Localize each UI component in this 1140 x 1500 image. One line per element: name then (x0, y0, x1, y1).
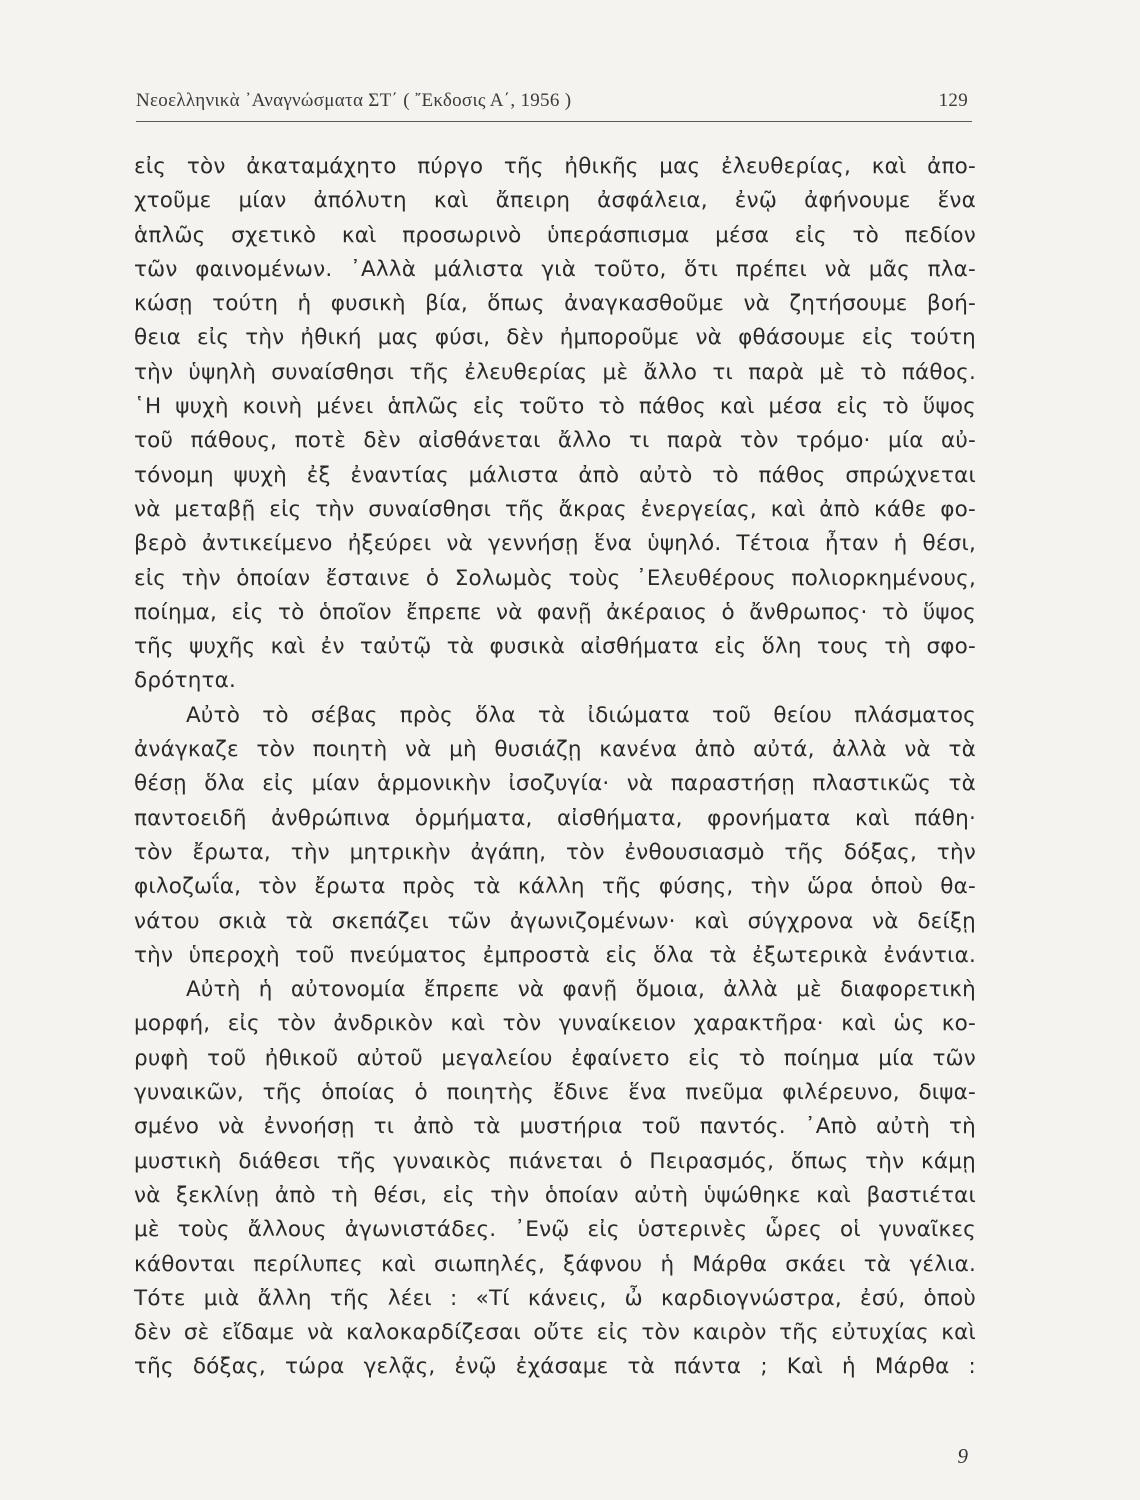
text-line: σμένο νὰ ἐννοήσῃ τι ἀπὸ τὰ μυστήρια τοῦ παντός. ᾿Απὸ αὐτὴ τὴ (134, 1114, 976, 1140)
text-line: ῾Η ψυχὴ κοινὴ μένει ἁπλῶς εἰς τοῦτο τὸ πάθος καὶ μέσα εἰς τὸ ὕψος (134, 394, 976, 420)
text-line: χτοῦμε μίαν ἀπόλυτη καὶ ἄπειρη ἀσφάλεια, ἐνῷ ἀφήνουμε ἕνα (134, 188, 976, 214)
text-line: δρότητα. (134, 668, 237, 694)
text-line: παντοειδῆ ἀνθρώπινα ὁρμήματα, αἰσθήματα, φρονήματα καὶ πάθη· (134, 805, 976, 831)
text-line: τῶν φαινομένων. ᾿Αλλὰ μάλιστα γιὰ τοῦτο, ὅτι πρέπει νὰ μᾶς πλα- (134, 256, 976, 282)
page-number: 129 (938, 90, 968, 111)
text-line: Τότε μιὰ ἄλλη τῆς λέει : «Τί κάνεις, ὦ καρδιογνώστρα, ἐσύ, ὁποὺ (134, 1285, 976, 1311)
text-line: τοῦ πάθους, ποτὲ δὲν αἰσθάνεται ἄλλο τι παρὰ τὸν τρόμο· μία αὐ- (134, 428, 976, 454)
text-line: κώσῃ τούτη ἡ φυσικὴ βία, ὅπως ἀναγκασθοῦμε νὰ ζητήσουμε βοή- (134, 291, 976, 317)
text-line: κάθονται περίλυπες καὶ σιωπηλές, ξάφνου ἡ Μάρθα σκάει τὰ γέλια. (134, 1251, 976, 1277)
text-line: φιλοζωΐα, τὸν ἔρωτα πρὸς τὰ κάλλη τῆς φύσης, τὴν ὥρα ὁποὺ θα- (134, 874, 976, 900)
text-line: δὲν σὲ εἴδαμε νὰ καλοκαρδίζεσαι οὔτε εἰς τὸν καιρὸν τῆς εὐτυχίας καὶ (134, 1320, 976, 1346)
text-line: ἁπλῶς σχετικὸ καὶ προσωρινὸ ὑπεράσπισμα μέσα εἰς τὸ πεδίον (134, 222, 976, 248)
text-line: τὴν ὑψηλὴ συναίσθησι τῆς ἐλευθερίας μὲ ἄλλο τι παρὰ μὲ τὸ πάθος. (134, 359, 976, 385)
header-rule (136, 121, 972, 122)
text-line: ρυφὴ τοῦ ἠθικοῦ αὐτοῦ μεγαλείου ἐφαίνετο εἰς τὸ ποίημα μία τῶν (134, 1045, 976, 1071)
text-line: μορφή, εἰς τὸν ἀνδρικὸν καὶ τὸν γυναίκειον χαρακτῆρα· καὶ ὡς κο- (134, 1011, 976, 1037)
paragraph-start-line: Αὐτὸ τὸ σέβας πρὸς ὅλα τὰ ἰδιώματα τοῦ θείου πλάσματος (186, 702, 976, 728)
text-line: θέσῃ ὅλα εἰς μίαν ἁρμονικὴν ἰσοζυγία· νὰ παραστήσῃ πλαστικῶς τὰ (134, 771, 976, 797)
signature-mark: 9 (957, 1444, 968, 1468)
text-line: ποίημα, εἰς τὸ ὁποῖον ἔπρεπε νὰ φανῇ ἀκέραιος ὁ ἄνθρωπος· τὸ ὕψος (134, 599, 976, 625)
text-line: θεια εἰς τὴν ἠθική μας φύσι, δὲν ἠμποροῦμε νὰ φθάσουμε εἰς τούτη (134, 325, 976, 351)
text-line: εἰς τὸν ἀκαταμάχητο πύργο τῆς ἠθικῆς μας ἐλευθερίας, καὶ ἀπο- (134, 154, 976, 179)
text-line: γυναικῶν, τῆς ὁποίας ὁ ποιητὴς ἔδινε ἕνα πνεῦμα φιλέρευνο, διψα- (134, 1080, 976, 1106)
text-line: ἀνάγκαζε τὸν ποιητὴ νὰ μὴ θυσιάζῃ κανένα ἀπὸ αὐτά, ἀλλὰ νὰ τὰ (134, 737, 976, 763)
text-line: μυστικὴ διάθεσι τῆς γυναικὸς πιάνεται ὁ Πειρασμός, ὅπως τὴν κάμῃ (134, 1148, 976, 1174)
running-head-title: Νεοελληνικὰ ᾿Αναγνώσματα ΣΤ΄ ( ῎Εκδοσις Α΄, 1956 ) (136, 90, 572, 111)
text-line: τῆς δόξας, τώρα γελᾷς, ἐνῷ ἐχάσαμε τὰ πάντα ; Καὶ ἡ Μάρθα : (134, 1354, 976, 1380)
text-line: βερὸ ἀντικείμενο ἠξεύρει νὰ γεννήσῃ ἕνα ὑψηλό. Τέτοια ἦταν ἡ θέσι, (134, 531, 976, 557)
text-line: μὲ τοὺς ἄλλους ἀγωνιστάδες. ᾿Ενῷ εἰς ὑστερινὲς ὧρες οἱ γυναῖκες (134, 1217, 976, 1243)
text-line: εἰς τὴν ὁποίαν ἔσταινε ὁ Σολωμὸς τοὺς ᾿Ελευθέρους πολιορκημένους, (134, 565, 976, 591)
text-line: τῆς ψυχῆς καὶ ἐν ταὐτῷ τὰ φυσικὰ αἰσθήματα εἰς ὅλη τους τὴ σφο- (134, 634, 976, 660)
body-text (134, 150, 976, 1385)
text-line: τόνομη ψυχὴ ἐξ ἐναντίας μάλιστα ἀπὸ αὐτὸ τὸ πάθος σπρώχνεται (134, 462, 976, 488)
running-header (136, 88, 968, 118)
text-line: τὴν ὑπεροχὴ τοῦ πνεύματος ἐμπροστὰ εἰς ὅλα τὰ ἐξωτερικὰ ἐνάντια. (134, 942, 976, 968)
text-line: νάτου σκιὰ τὰ σκεπάζει τῶν ἀγωνιζομένων· καὶ σύγχρονα νὰ δείξῃ (134, 908, 976, 934)
text-line: νὰ ξεκλίνῃ ἀπὸ τὴ θέσι, εἰς τὴν ὁποίαν αὐτὴ ὑψώθηκε καὶ βαστιέται (134, 1182, 976, 1208)
paragraph-start-line: Αὐτὴ ἡ αὐτονομία ἔπρεπε νὰ φανῇ ὅμοια, ἀλλὰ μὲ διαφορετικὴ (186, 977, 976, 1003)
text-line: τὸν ἔρωτα, τὴν μητρικὴν ἀγάπη, τὸν ἐνθουσιασμὸ τῆς δόξας, τὴν (134, 839, 976, 865)
text-line: νὰ μεταβῇ εἰς τὴν συναίσθησι τῆς ἄκρας ἐνεργείας, καὶ ἀπὸ κάθε φο- (134, 496, 976, 522)
